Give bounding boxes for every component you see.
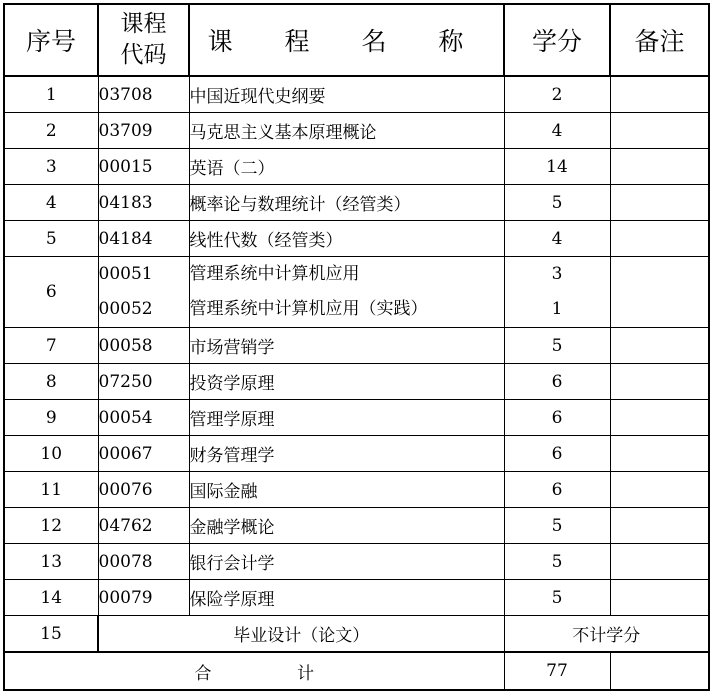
table-row bbox=[4, 328, 709, 364]
row-name: 线性代数（经管类） bbox=[189, 221, 504, 257]
row-credits: 6 bbox=[504, 364, 610, 400]
row-notes bbox=[610, 544, 709, 580]
total-label-text: 合 计 bbox=[194, 663, 354, 684]
row-credits: 5 bbox=[504, 508, 610, 544]
row-credits: 6 bbox=[504, 472, 610, 508]
row-name: 银行会计学 bbox=[189, 544, 504, 580]
row-notes bbox=[610, 472, 709, 508]
total-label bbox=[4, 652, 504, 690]
row-index: 15 bbox=[4, 616, 98, 653]
header-index: 序号 bbox=[4, 4, 98, 76]
row-notes bbox=[610, 364, 709, 400]
row-index: 12 bbox=[4, 508, 98, 544]
row-code-group bbox=[98, 257, 189, 328]
row-index: 4 bbox=[4, 185, 98, 221]
header-row bbox=[4, 4, 709, 76]
row-credits: 5 bbox=[504, 580, 610, 616]
row-index: 6 bbox=[4, 257, 98, 328]
total-notes bbox=[610, 652, 709, 690]
row-notes bbox=[610, 400, 709, 436]
row-code: 04183 bbox=[98, 185, 189, 221]
table-row bbox=[4, 364, 709, 400]
thesis-credits: 不计学分 bbox=[504, 616, 709, 653]
table-row bbox=[4, 436, 709, 472]
row-name: 中国近现代史纲要 bbox=[189, 76, 504, 113]
row-name: 管理系统中计算机应用（实践） bbox=[189, 299, 428, 319]
table-row bbox=[4, 149, 709, 185]
row-name: 保险学原理 bbox=[189, 580, 504, 616]
row-notes bbox=[610, 328, 709, 364]
table-row bbox=[4, 508, 709, 544]
row-credits: 5 bbox=[504, 544, 610, 580]
row-code: 00015 bbox=[98, 149, 189, 185]
row-credits: 5 bbox=[504, 185, 610, 221]
row-name: 马克思主义基本原理概论 bbox=[189, 113, 504, 149]
table-row bbox=[4, 400, 709, 436]
row-notes bbox=[610, 185, 709, 221]
row-index: 3 bbox=[4, 149, 98, 185]
row-notes bbox=[610, 580, 709, 616]
row-code: 00054 bbox=[98, 400, 189, 436]
table-row bbox=[4, 76, 709, 113]
thesis-name: 毕业设计（论文） bbox=[98, 616, 504, 653]
row-index: 7 bbox=[4, 328, 98, 364]
row-code: 00067 bbox=[98, 436, 189, 472]
header-code bbox=[98, 4, 189, 76]
total-credits: 77 bbox=[504, 652, 610, 690]
row-code: 00079 bbox=[98, 580, 189, 616]
row-name: 管理学原理 bbox=[189, 400, 504, 436]
row-credits: 4 bbox=[504, 221, 610, 257]
row-name: 管理系统中计算机应用 bbox=[189, 264, 360, 284]
row-name: 市场营销学 bbox=[189, 328, 504, 364]
row-code: 00078 bbox=[98, 544, 189, 580]
row-notes bbox=[610, 113, 709, 149]
header-name: 课 程 名 称 bbox=[189, 4, 504, 76]
row-code: 04184 bbox=[98, 221, 189, 257]
row-notes bbox=[610, 436, 709, 472]
row-code: 00076 bbox=[98, 472, 189, 508]
total-row bbox=[4, 652, 709, 690]
row-name-group bbox=[189, 257, 504, 328]
row-notes bbox=[610, 149, 709, 185]
row-name: 金融学概论 bbox=[189, 508, 504, 544]
row-credits-group bbox=[504, 257, 610, 328]
row-name: 国际金融 bbox=[189, 472, 504, 508]
header-code-line2: 代码 bbox=[120, 42, 167, 68]
table-row-grouped bbox=[4, 257, 709, 328]
table-row bbox=[4, 221, 709, 257]
row-index: 10 bbox=[4, 436, 98, 472]
row-index: 1 bbox=[4, 76, 98, 113]
row-code: 00052 bbox=[98, 299, 153, 319]
row-notes bbox=[610, 76, 709, 113]
header-notes: 备注 bbox=[610, 4, 709, 76]
row-credits: 6 bbox=[504, 436, 610, 472]
row-credits: 4 bbox=[504, 113, 610, 149]
row-credits: 1 bbox=[551, 299, 563, 319]
row-name: 投资学原理 bbox=[189, 364, 504, 400]
row-index: 14 bbox=[4, 580, 98, 616]
row-name: 财务管理学 bbox=[189, 436, 504, 472]
row-credits: 2 bbox=[504, 76, 610, 113]
row-code: 00058 bbox=[98, 328, 189, 364]
header-credits: 学分 bbox=[504, 4, 610, 76]
row-credits: 5 bbox=[504, 328, 610, 364]
row-code: 00051 bbox=[98, 264, 153, 284]
row-notes bbox=[610, 221, 709, 257]
course-table bbox=[3, 3, 710, 691]
row-code: 03709 bbox=[98, 113, 189, 149]
table-row bbox=[4, 113, 709, 149]
row-name: 英语（二） bbox=[189, 149, 504, 185]
row-index: 5 bbox=[4, 221, 98, 257]
row-name: 概率论与数理统计（经管类） bbox=[189, 185, 504, 221]
row-index: 11 bbox=[4, 472, 98, 508]
row-credits: 14 bbox=[504, 149, 610, 185]
row-index: 8 bbox=[4, 364, 98, 400]
table-row bbox=[4, 580, 709, 616]
row-code: 04762 bbox=[98, 508, 189, 544]
row-notes bbox=[610, 257, 709, 328]
row-index: 13 bbox=[4, 544, 98, 580]
row-credits: 6 bbox=[504, 400, 610, 436]
table-row bbox=[4, 544, 709, 580]
table-row bbox=[4, 472, 709, 508]
row-credits: 3 bbox=[551, 264, 563, 284]
row-index: 9 bbox=[4, 400, 98, 436]
row-index: 2 bbox=[4, 113, 98, 149]
table-row bbox=[4, 185, 709, 221]
thesis-row bbox=[4, 616, 709, 653]
row-code: 03708 bbox=[98, 76, 189, 113]
header-code-line1: 课程 bbox=[120, 11, 167, 37]
row-code: 07250 bbox=[98, 364, 189, 400]
row-notes bbox=[610, 508, 709, 544]
